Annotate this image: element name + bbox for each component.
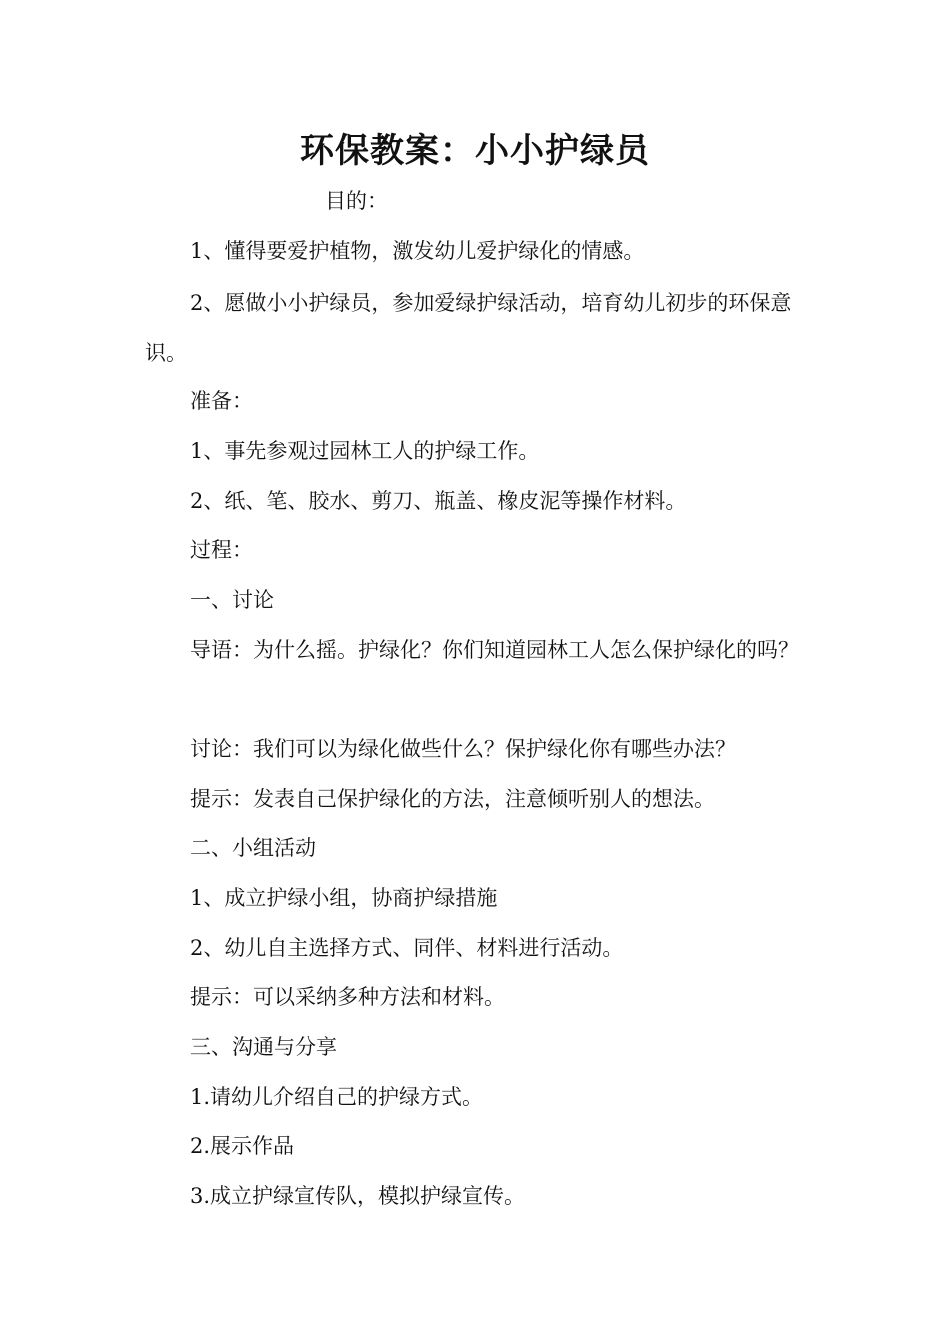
paragraph-goal-1: 1、懂得要爱护植物，激发幼儿爱护绿化的情感。 xyxy=(190,239,645,263)
paragraph-group-1: 1、成立护绿小组，协商护绿措施 xyxy=(190,886,498,910)
paragraph-goal-2: 2、愿做小小护绿员，参加爱绿护绿活动，培育幼儿初步的环保意识。 xyxy=(145,291,792,365)
subheading-discussion: 一、讨论 xyxy=(190,588,274,612)
section-heading-preparation: 准备： xyxy=(190,389,253,413)
paragraph-share-1: 1.请幼儿介绍自己的护绿方式。 xyxy=(190,1085,484,1109)
paragraph-discussion: 讨论：我们可以为绿化做些什么？保护绿化你有哪些办法？ xyxy=(190,737,736,761)
paragraph-tip-1: 提示：发表自己保护绿化的方法，注意倾听别人的想法。 xyxy=(190,787,715,811)
paragraph-share-2: 2.展示作品 xyxy=(190,1134,295,1158)
paragraph-share-3: 3.成立护绿宣传队，模拟护绿宣传。 xyxy=(190,1184,526,1208)
subheading-sharing: 三、沟通与分享 xyxy=(190,1035,337,1059)
document-title: 环保教案：小小护绿员 xyxy=(300,131,650,171)
subheading-group-activity: 二、小组活动 xyxy=(190,836,316,860)
paragraph-group-2: 2、幼儿自主选择方式、同伴、材料进行活动。 xyxy=(190,936,624,960)
section-heading-process: 过程： xyxy=(190,538,253,562)
paragraph-tip-2: 提示：可以采纳多种方法和材料。 xyxy=(190,985,505,1009)
paragraph-intro: 导语：为什么摇。护绿化？你们知道园林工人怎么保护绿化的吗？ xyxy=(190,638,799,662)
paragraph-prep-2: 2、纸、笔、胶水、剪刀、瓶盖、橡皮泥等操作材料。 xyxy=(190,489,687,513)
paragraph-prep-1: 1、事先参观过园林工人的护绿工作。 xyxy=(190,439,540,463)
section-heading-goals: 目的： xyxy=(325,189,388,213)
